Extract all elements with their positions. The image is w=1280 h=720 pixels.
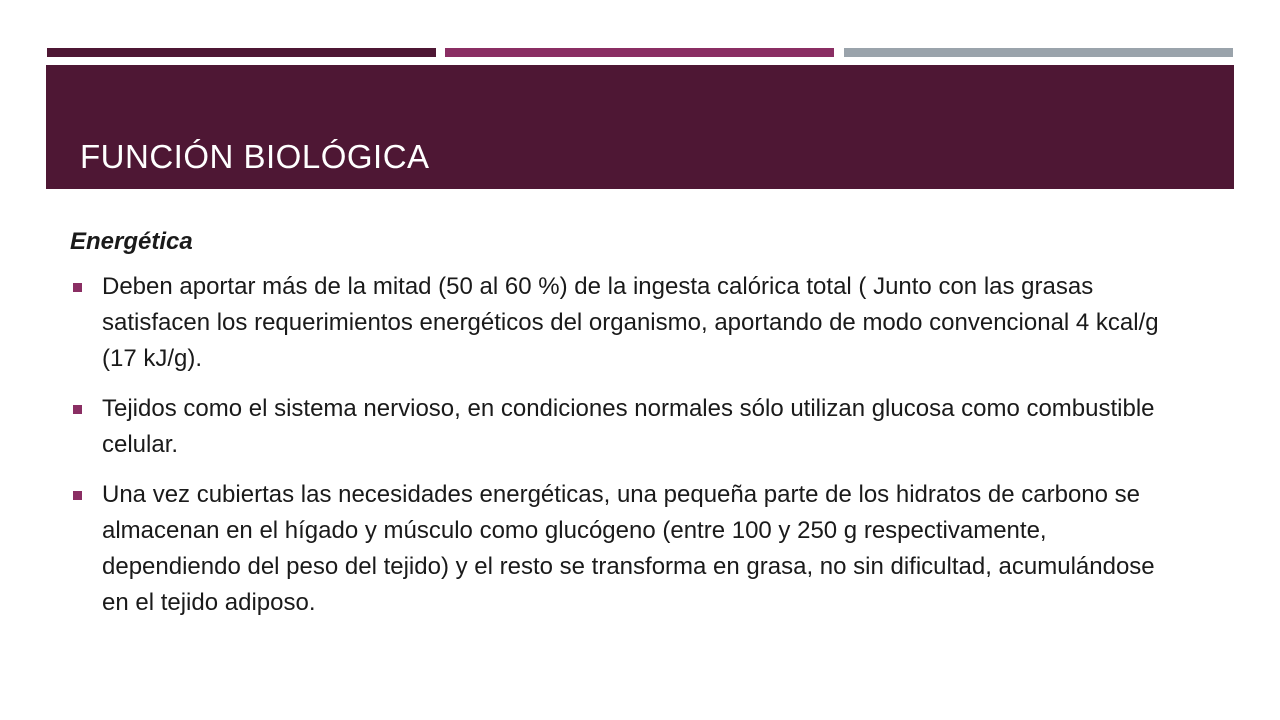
square-bullet-icon [73, 283, 82, 292]
slide-title: FUNCIÓN BIOLÓGICA [80, 138, 430, 175]
bullet-item [70, 477, 1170, 621]
slide-content [70, 228, 1170, 635]
accent-bar-gray [844, 48, 1233, 57]
section-subheading: Energética [70, 228, 193, 255]
bullet-item [70, 391, 1170, 463]
bullet-text: Tejidos como el sistema nervioso, en condiciones normales sólo utilizan glucosa como combustible celular. [102, 395, 1155, 458]
accent-bar-dark [47, 48, 436, 57]
bullet-text: Deben aportar más de la mitad (50 al 60 %) de la ingesta calórica total ( Junto con las grasas satisfacen los requerimientos energéticos del organismo, aportando de modo convencional 4 kcal/g (17 kJ/g). [102, 273, 1159, 372]
bullet-item [70, 269, 1170, 377]
title-band [46, 65, 1234, 189]
square-bullet-icon [73, 491, 82, 500]
accent-bar-magenta [445, 48, 834, 57]
bullet-text: Una vez cubiertas las necesidades energéticas, una pequeña parte de los hidratos de carbono se almacenan en el hígado y músculo como glucógeno (entre 100 y 250 g respectivamente, dependiendo del peso del tejido) y el resto se transforma en grasa, no sin dificultad, acumulándose en el tejido adiposo. [102, 481, 1155, 616]
square-bullet-icon [73, 405, 82, 414]
bullet-list [70, 269, 1170, 621]
